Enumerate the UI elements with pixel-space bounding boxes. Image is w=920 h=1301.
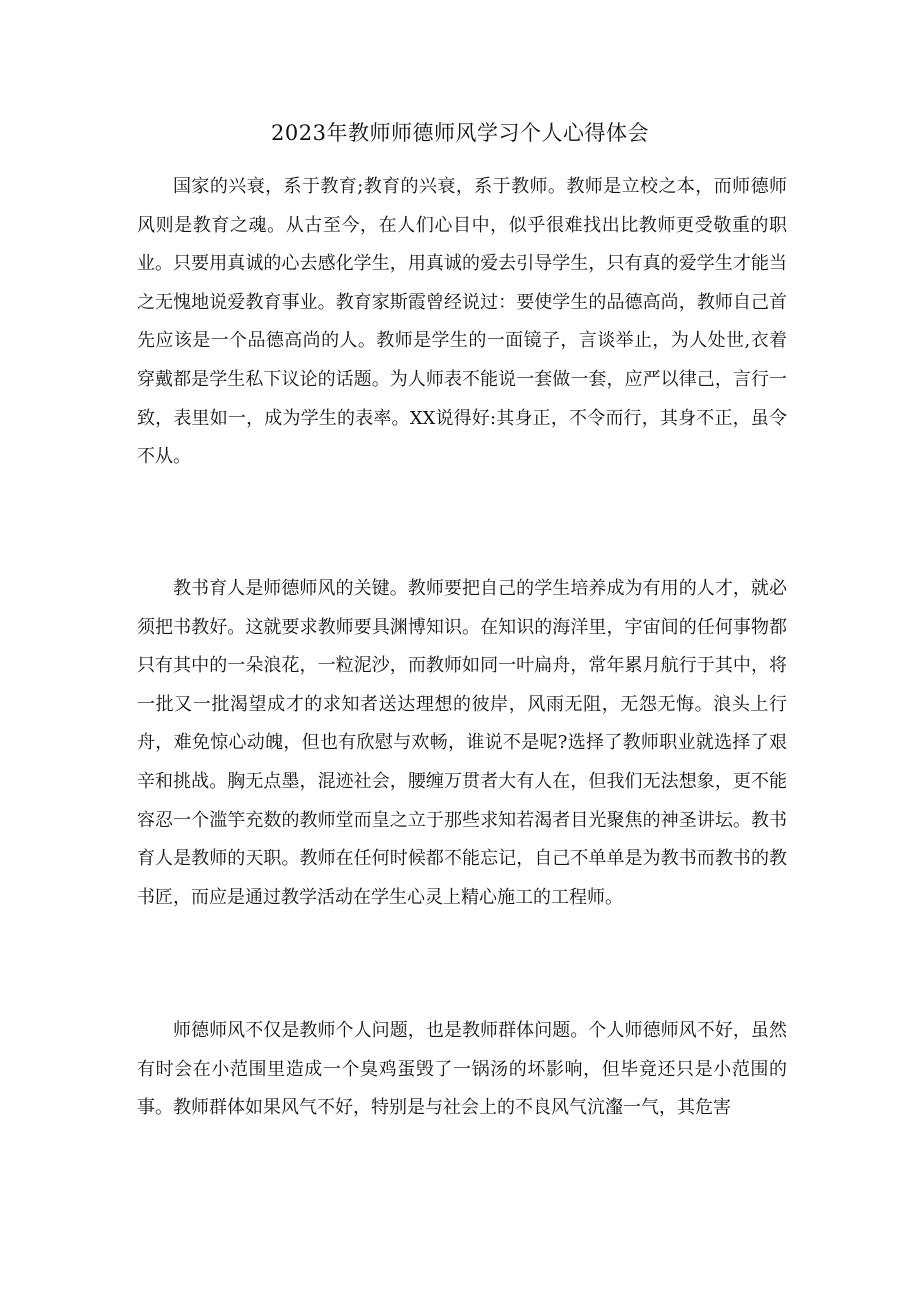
- document-title: 2023年教师师德师风学习个人心得体会: [271, 121, 649, 145]
- paragraph-3: 师德师风不仅是教师个人问题，也是教师群体问题。个人师德师风不好，虽然有时会在小范围里造成一个臭鸡蛋毁了一锅汤的坏影响，但毕竟还只是小范围的事。教师群体如果风气不好，特别是与社会上的不良风气沆瀣一气，其危害: [137, 1020, 787, 1119]
- paragraph-1: 国家的兴衰，系于教育;教育的兴衰，系于教师。教师是立校之本，而师德师风则是教育之魂。从古至今，在人们心目中，似乎很难找出比教师更受敬重的职业。只要用真诚的心去感化学生，用真诚的爱去引导学生，只有真的爱学生才能当之无愧地说爱教育事业。教育家斯霞曾经说过：要使学生的品德高尚，教师自己首先应该是一个品德高尚的人。教师是学生的一面镜子，言谈举止，为人处世,衣着穿戴都是学生私下议论的话题。为人师表不能说一套做一套，应严以律己，言行一致，表里如一，成为学生的表率。XX说得好:其身正，不令而行，其身不正，虽令不从。: [137, 176, 787, 468]
- paragraph-2: 教书育人是师德师风的关键。教师要把自己的学生培养成为有用的人才，就必须把书教好。这就要求教师要具渊博知识。在知识的海洋里，宇宙间的任何事物都只有其中的一朵浪花，一粒泥沙，而教师如同一叶扁舟，常年累月航行于其中，将一批又一批渴望成才的求知者送达理想的彼岸，风雨无阻，无怨无悔。浪头上行舟，难免惊心动魄，但也有欣慰与欢畅，谁说不是呢?选择了教师职业就选择了艰辛和挑战。胸无点墨，混迹社会，腰缠万贯者大有人在，但我们无法想象，更不能容忍一个滥竽充数的教师堂而皇之立于那些求知若渴者目光聚焦的神圣讲坛。教书育人是教师的天职。教师在任何时候都不能忘记，自己不单单是为教书而教书的教书匠，而应是通过教学活动在学生心灵上精心施工的工程师。: [137, 578, 787, 908]
